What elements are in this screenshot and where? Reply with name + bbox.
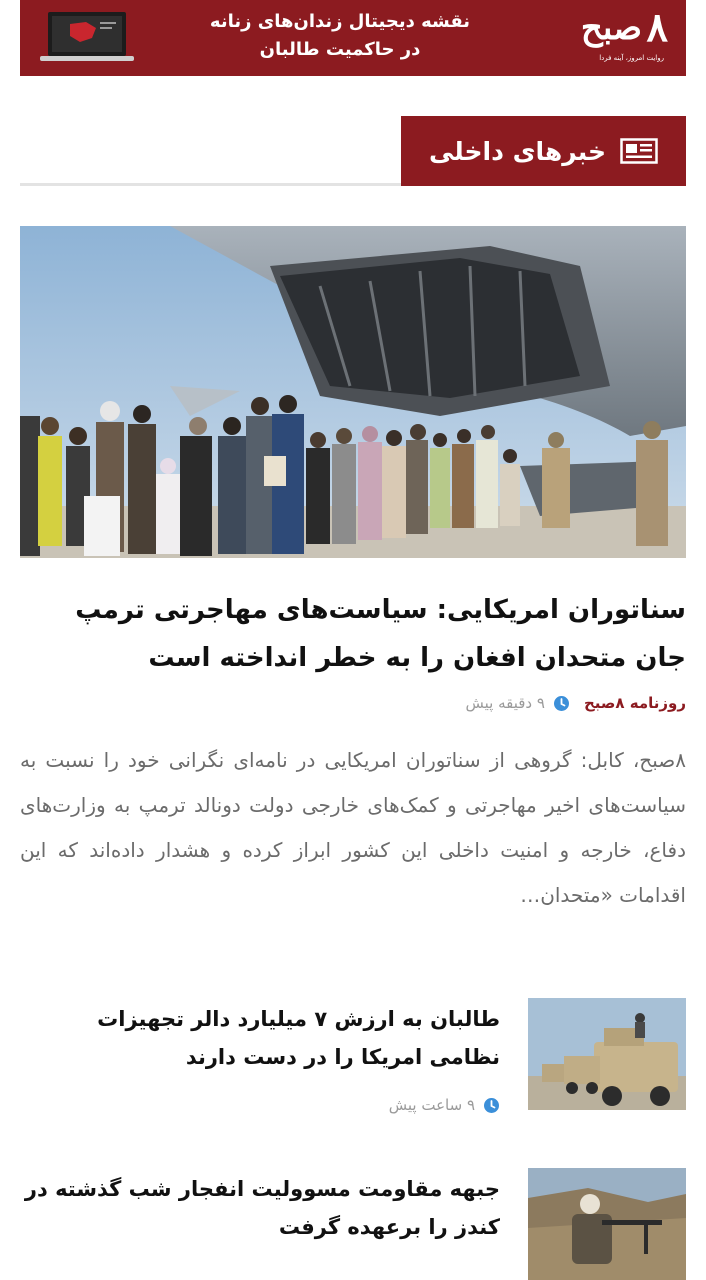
- site-logo[interactable]: [540, 6, 668, 70]
- section-title: خبرهای داخلی: [428, 136, 607, 166]
- banner-line-2: در حاکمیت طالبان: [259, 39, 421, 60]
- section-tab[interactable]: [401, 116, 686, 186]
- section-header: [20, 116, 686, 186]
- banner-line-1: نقشه دیجیتال زندان‌های زنانه: [209, 11, 471, 32]
- top-banner-ad[interactable]: [20, 0, 686, 76]
- featured-image[interactable]: [20, 226, 686, 558]
- article-time-label: ۹ دقیقه پیش: [465, 694, 545, 712]
- article-time: [466, 694, 570, 712]
- fighter-photo: [528, 1168, 686, 1280]
- featured-meta: [466, 694, 687, 712]
- clock-icon: [483, 1097, 500, 1114]
- clock-icon: [553, 695, 570, 712]
- laptop-map-icon: [40, 10, 134, 64]
- featured-headline[interactable]: سناتوران امریکایی: سیاست‌های مهاجرتی ترمپ جان متحدان افغان را به خطر انداخته است: [75, 595, 686, 673]
- news-thumbnail[interactable]: [528, 998, 686, 1110]
- news-thumbnail[interactable]: [528, 1168, 686, 1280]
- news-title[interactable]: جبهه مقاومت مسوولیت انفجار شب گذشته در کندز را برعهده گرفت: [24, 1177, 500, 1239]
- newspaper-icon: [620, 138, 658, 164]
- article-source[interactable]: روزنامه ۸صبح: [583, 694, 686, 712]
- list-item[interactable]: [20, 998, 686, 1114]
- news-title[interactable]: طالبان به ارزش ۷ میلیارد دالر تجهیزات نظامی امریکا را در دست دارند: [97, 1007, 500, 1069]
- evacuation-photo: [20, 226, 686, 558]
- logo-word: صبح: [580, 8, 642, 48]
- logo-digit: ۸: [646, 4, 668, 51]
- news-time-label: ۹ ساعت پیش: [388, 1096, 475, 1114]
- list-item[interactable]: [20, 1168, 686, 1280]
- news-time: [389, 1096, 500, 1114]
- logo-tagline: روایت امروز، آینه فردا: [599, 54, 664, 62]
- featured-excerpt: ۸صبح، کابل: گروهی از سناتوران امریکایی در نامه‌ای نگرانی خود را نسبت به سیاست‌های اخیر مهاجرتی و کمک‌های خارجی دولت دونالد ترمپ به وزارت‌های دفاع، خارجه و امنیت داخلی این کشور ابراز کرده و هشدار داده‌اند که این اقدامات «متحدان…: [20, 748, 686, 907]
- military-vehicles-photo: [528, 998, 686, 1110]
- banner-headline: [170, 8, 510, 64]
